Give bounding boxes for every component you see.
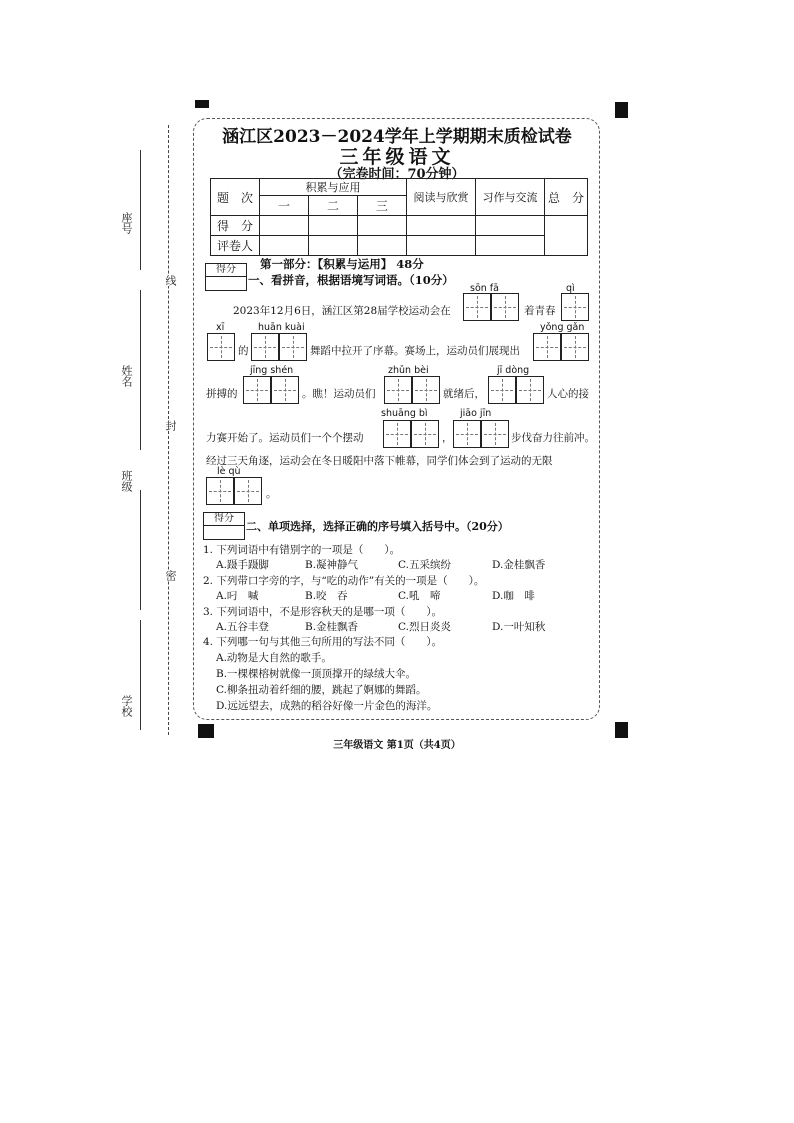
seal-mark-mi: 密 [164,570,177,581]
question-1: 1. 下列词语中有错别字的一项是（ ）。 [203,544,401,556]
tianzi-cell[interactable] [383,420,411,448]
q1-title: 一、看拼音，根据语境写词语。（10分） [248,273,454,287]
grader-cell[interactable] [407,236,476,256]
option: C.五采缤纷 [398,559,451,571]
answer-grid[interactable] [206,477,262,505]
question-4: 4. 下列哪一句与其他三句所用的写法不同（ ）。 [203,636,443,648]
answer-grid[interactable] [384,376,440,404]
total-cell[interactable] [545,216,588,256]
tianzi-cell[interactable] [453,420,481,448]
tianzi-cell[interactable] [207,333,235,361]
option: B.咬 吞 [305,590,348,602]
option: A.叼 喊 [216,590,259,602]
p1-text-b: 着青春 [524,305,556,317]
tianzi-cell[interactable] [384,376,412,404]
grader-cell[interactable] [476,236,545,256]
school-label: 学校 [120,695,133,717]
pinyin: sōn fā [470,283,499,294]
answer-grid[interactable] [533,333,589,361]
option: B.凝神静气 [305,559,359,571]
tianzi-cell[interactable] [516,376,544,404]
pinyin: shuāng bì [381,408,428,419]
option: C.吼 啼 [398,590,441,602]
name-label: 姓名 [120,365,133,387]
p4-text-b: ， [442,432,453,444]
tianzi-cell[interactable] [206,477,234,505]
p4-text-c: 步伐奋力往前冲。 [511,432,595,444]
pinyin: jī dòng [497,365,530,376]
sub-header-3: 三 [357,196,406,216]
school-line [140,620,141,730]
seal-mark-feng: 封 [164,420,177,431]
row-label-score: 得 分 [211,216,260,236]
class-line [140,490,141,610]
score-cell[interactable] [260,216,309,236]
group-header: 积累与应用 [260,179,407,196]
option: A.动物是大自然的歌手。 [216,652,332,664]
grader-cell[interactable] [308,236,357,256]
tianzi-cell[interactable] [491,293,519,321]
answer-grid[interactable] [383,420,439,448]
answer-grid[interactable] [453,420,509,448]
reading-header: 阅读与欣赏 [407,179,476,216]
score-cell[interactable] [308,216,357,236]
p3-text-d: 人心的接 [547,388,589,400]
option: A.五谷丰登 [216,621,269,633]
grader-cell[interactable] [357,236,406,256]
option: D.远远望去，成熟的稻谷好像一片金色的海洋。 [216,700,438,712]
p2-text-a: 的 [238,345,249,357]
page-footer: 三年级语文 第1页（共4页） [333,740,461,751]
pinyin: yǒng gǎn [540,322,585,333]
tianzi-cell[interactable] [271,376,299,404]
tianzi-cell[interactable] [463,293,491,321]
question-2: 2. 下列带口字旁的字，与“吃的动作”有关的一项是（ ）。 [203,575,485,587]
score-cell[interactable] [357,216,406,236]
row-label-grader: 评卷人 [211,236,260,256]
total-header: 总 分 [545,179,588,216]
exam-title: 涵江区2023－2024学年上学期期末质检试卷 [222,127,572,147]
score-box[interactable] [205,263,247,291]
sub-header-1: 一 [260,196,309,216]
answer-grid[interactable] [488,376,544,404]
p4-text-a: 力赛开始了。运动员们一个个摆动 [206,432,364,444]
tianzi-cell[interactable] [251,333,279,361]
answer-grid[interactable] [207,333,235,361]
option: D.金桂飘香 [492,559,546,571]
exam-subtitle: 三年级语文 [339,146,455,168]
pinyin: zhǔn bèi [388,365,429,376]
pinyin: qì [566,283,575,294]
score-cell[interactable] [407,216,476,236]
tianzi-cell[interactable] [561,333,589,361]
grader-cell[interactable] [260,236,309,256]
sub-header-2: 二 [308,196,357,216]
score-cell[interactable] [476,216,545,236]
answer-grid[interactable] [243,376,299,404]
tianzi-cell[interactable] [561,293,589,321]
option: D.一叶知秋 [492,621,546,633]
tianzi-cell[interactable] [481,420,509,448]
score-box-label: 得分 [204,513,244,526]
registration-mark-top-left [195,100,209,108]
tianzi-cell[interactable] [488,376,516,404]
option: B.一棵棵榕树就像一顶顶撑开的绿绒大伞。 [216,668,417,680]
answer-grid[interactable] [463,293,519,321]
tianzi-cell[interactable] [234,477,262,505]
tianzi-cell[interactable] [533,333,561,361]
exam-time: （完卷时间：70分钟） [329,167,465,182]
writing-header: 习作与交流 [476,179,545,216]
option: B.金桂飘香 [305,621,359,633]
pinyin: jiāo jīn [460,408,492,419]
tianzi-cell[interactable] [243,376,271,404]
option: C.柳条扭动着纤细的腰，跳起了婀娜的舞蹈。 [216,684,427,696]
seal-mark-xian: 线 [164,275,177,286]
score-table [210,178,588,256]
score-box[interactable] [203,512,245,540]
pinyin: xī [216,322,225,333]
p3-text-a: 拼搏的 [206,388,238,400]
row-label-questions: 题 次 [211,179,260,216]
p3-text-c: 就绪后， [443,388,485,400]
answer-grid[interactable] [251,333,307,361]
p1-text-a: 2023年12月6日，涵江区第28届学校运动会在 [233,305,451,317]
p6-text: 。 [266,488,277,500]
seat-label: 座号 [120,212,133,234]
tianzi-cell[interactable] [411,420,439,448]
p5-text: 经过三天角逐，运动会在冬日暖阳中落下帷幕，同学们体会到了运动的无限 [206,455,553,467]
tianzi-cell[interactable] [412,376,440,404]
pinyin: huān kuài [258,322,305,333]
class-label: 班级 [120,470,133,492]
q2-title: 二、单项选择，选择正确的序号填入括号中。（20分） [246,520,509,533]
tianzi-cell[interactable] [279,333,307,361]
option: D.咖 啡 [492,590,535,602]
pinyin: jīng shén [250,365,294,376]
score-box-label: 得分 [206,264,246,277]
pinyin: lè qù [217,466,241,477]
option: A.蹑手蹑脚 [216,559,269,571]
p3-text-b: 。瞧！运动员们 [302,388,376,400]
option: C.烈日炎炎 [398,621,451,633]
name-line [140,290,141,450]
part1-heading: 第一部分：【积累与运用】 48分 [260,257,424,271]
p2-text-b: 舞蹈中拉开了序幕。赛场上，运动员们展现出 [310,345,520,357]
answer-grid[interactable] [561,293,589,321]
registration-mark-top-right [615,102,628,118]
question-3: 3. 下列词语中，不是形容秋天的是哪一项（ ）。 [203,606,443,618]
